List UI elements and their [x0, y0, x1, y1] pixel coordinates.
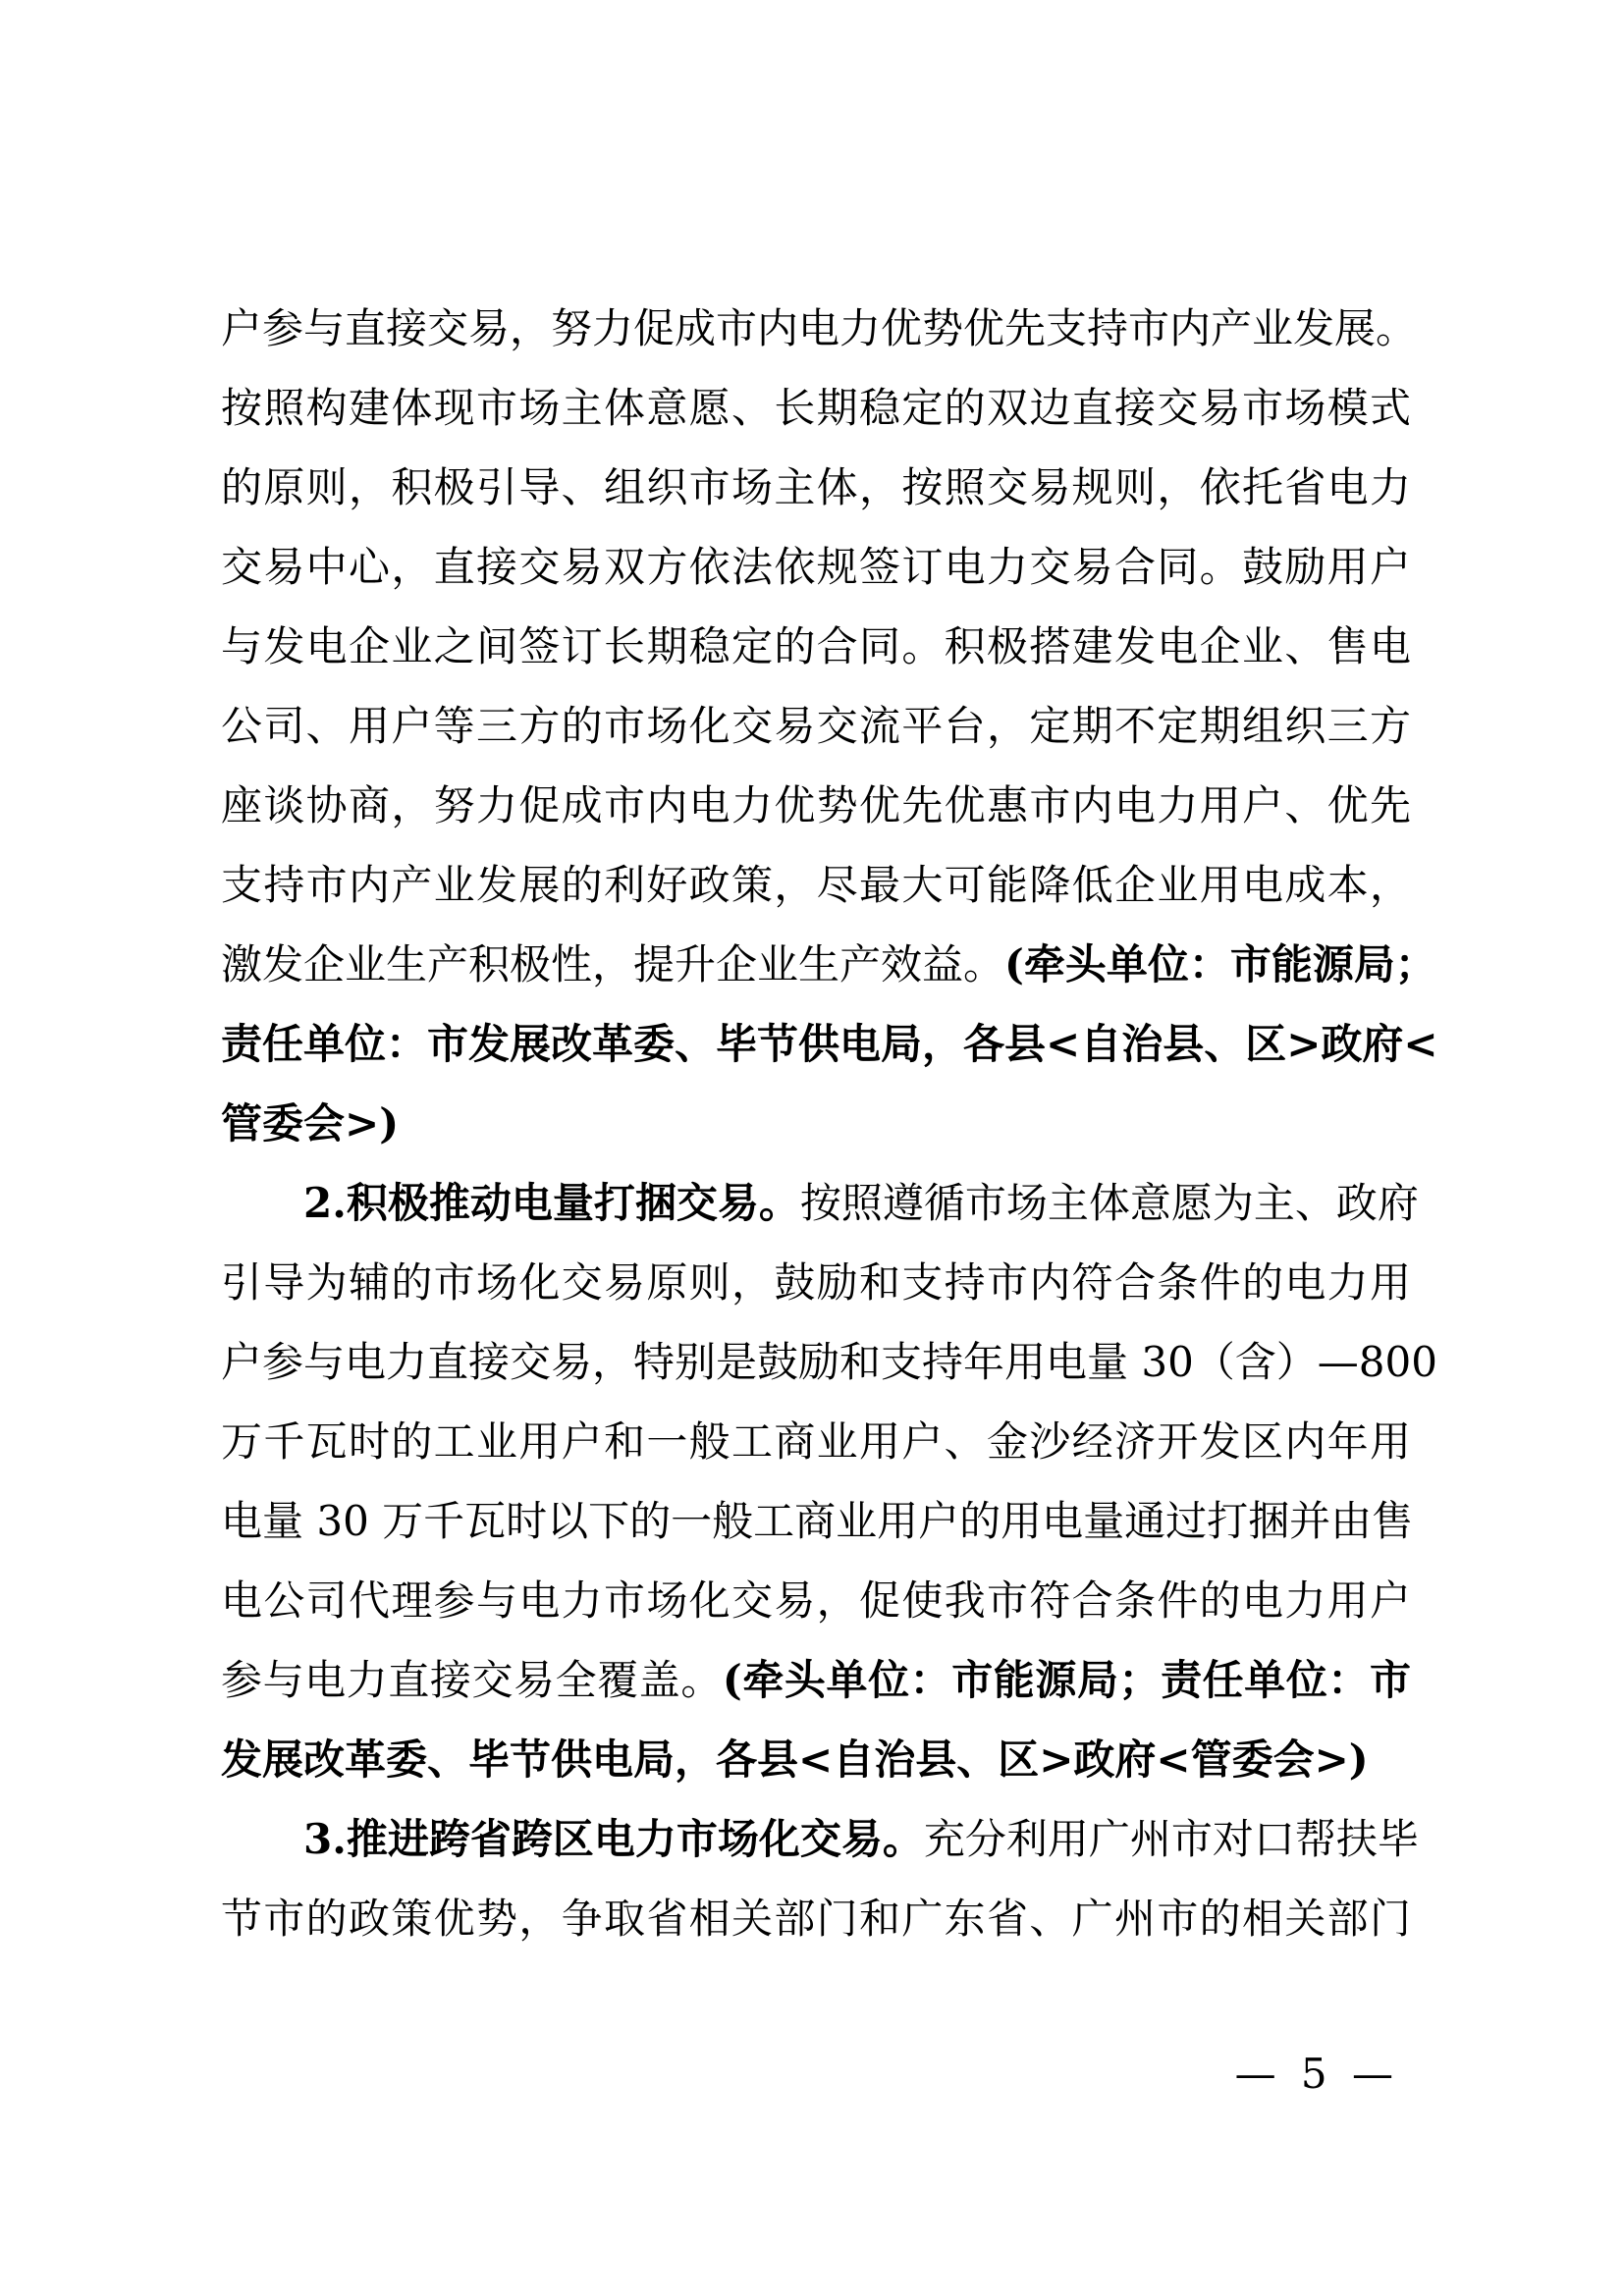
document-line [221, 1879, 1411, 1958]
emphasis-text: 管委会>) [221, 1099, 400, 1148]
document-line [221, 686, 1411, 766]
document-line [221, 368, 1411, 448]
document-line [221, 607, 1411, 686]
body-text: 充分利用广州市对口帮扶毕 [923, 1815, 1419, 1863]
body-text: 户参与直接交易，努力促成市内电力优势优先支持市内产业发展。 [221, 304, 1418, 352]
text-block [221, 289, 1438, 1958]
document-line [221, 448, 1411, 527]
body-text: 按照构建体现市场主体意愿、长期稳定的双边直接交易市场模式 [221, 384, 1411, 432]
document-line [221, 1640, 1411, 1720]
document-line [221, 1481, 1414, 1561]
body-text: 的原则，积极引导、组织市场主体，按照交易规则，依托省电力 [221, 463, 1411, 511]
document-line [221, 1720, 1411, 1799]
document-line [221, 845, 1411, 925]
emphasis-text: 责任单位：市发展改革委、毕节供电局，各县<自治县、区>政府< [221, 1020, 1438, 1068]
document-line [221, 527, 1411, 607]
document-line [221, 1322, 1437, 1402]
body-text: 户参与电力直接交易，特别是鼓励和支持年用电量 30（含）—800 [221, 1338, 1437, 1386]
body-text: 交易中心，直接交易双方依法依规签订电力交易合同。鼓励用户 [221, 543, 1411, 591]
document-line [221, 1243, 1411, 1322]
body-text: 参与电力直接交易全覆盖。 [221, 1656, 723, 1704]
body-text: 电公司代理参与电力市场化交易，促使我市符合条件的电力用户 [221, 1576, 1411, 1625]
document-line [221, 289, 1418, 368]
document-line [221, 1163, 1419, 1243]
document-line [221, 925, 1436, 1004]
body-text: 按照遵循市场主体意愿为主、政府 [799, 1179, 1419, 1227]
emphasis-text: (牵头单位：市能源局； [1004, 940, 1436, 988]
body-text: 支持市内产业发展的利好政策，尽最大可能降低企业用电成本， [221, 861, 1411, 909]
body-text: 节市的政策优势，争取省相关部门和广东省、广州市的相关部门 [221, 1895, 1411, 1943]
document-line [221, 1004, 1438, 1084]
emphasis-text: 3.推进跨省跨区电力市场化交易。 [303, 1815, 924, 1863]
body-text: 引导为辅的市场化交易原则，鼓励和支持市内符合条件的电力用 [221, 1258, 1411, 1307]
body-text: 座谈协商，努力促成市内电力优势优先优惠市内电力用户、优先 [221, 781, 1411, 829]
document-line [221, 1402, 1411, 1481]
document-line [221, 1799, 1419, 1879]
document-line [221, 1084, 1411, 1163]
body-text: 电量 30 万千瓦时以下的一般工商业用户的用电量通过打捆并由售 [221, 1497, 1414, 1545]
body-text: 万千瓦时的工业用户和一般工商业用户、金沙经济开发区内年用 [221, 1417, 1411, 1466]
body-text: 公司、用户等三方的市场化交易交流平台，定期不定期组织三方 [221, 702, 1411, 750]
document-line [221, 766, 1411, 845]
emphasis-text: 发展改革委、毕节供电局，各县<自治县、区>政府<管委会>) [221, 1735, 1369, 1784]
emphasis-text: 2.积极推动电量打捆交易。 [303, 1179, 800, 1227]
page-number: — 5 — [1234, 2050, 1399, 2098]
emphasis-text: (牵头单位：市能源局；责任单位：市 [722, 1656, 1411, 1704]
document-line [221, 1561, 1411, 1640]
body-text: 激发企业生产积极性，提升企业生产效益。 [221, 940, 1005, 988]
body-text: 与发电企业之间签订长期稳定的合同。积极搭建发电企业、售电 [221, 622, 1411, 670]
